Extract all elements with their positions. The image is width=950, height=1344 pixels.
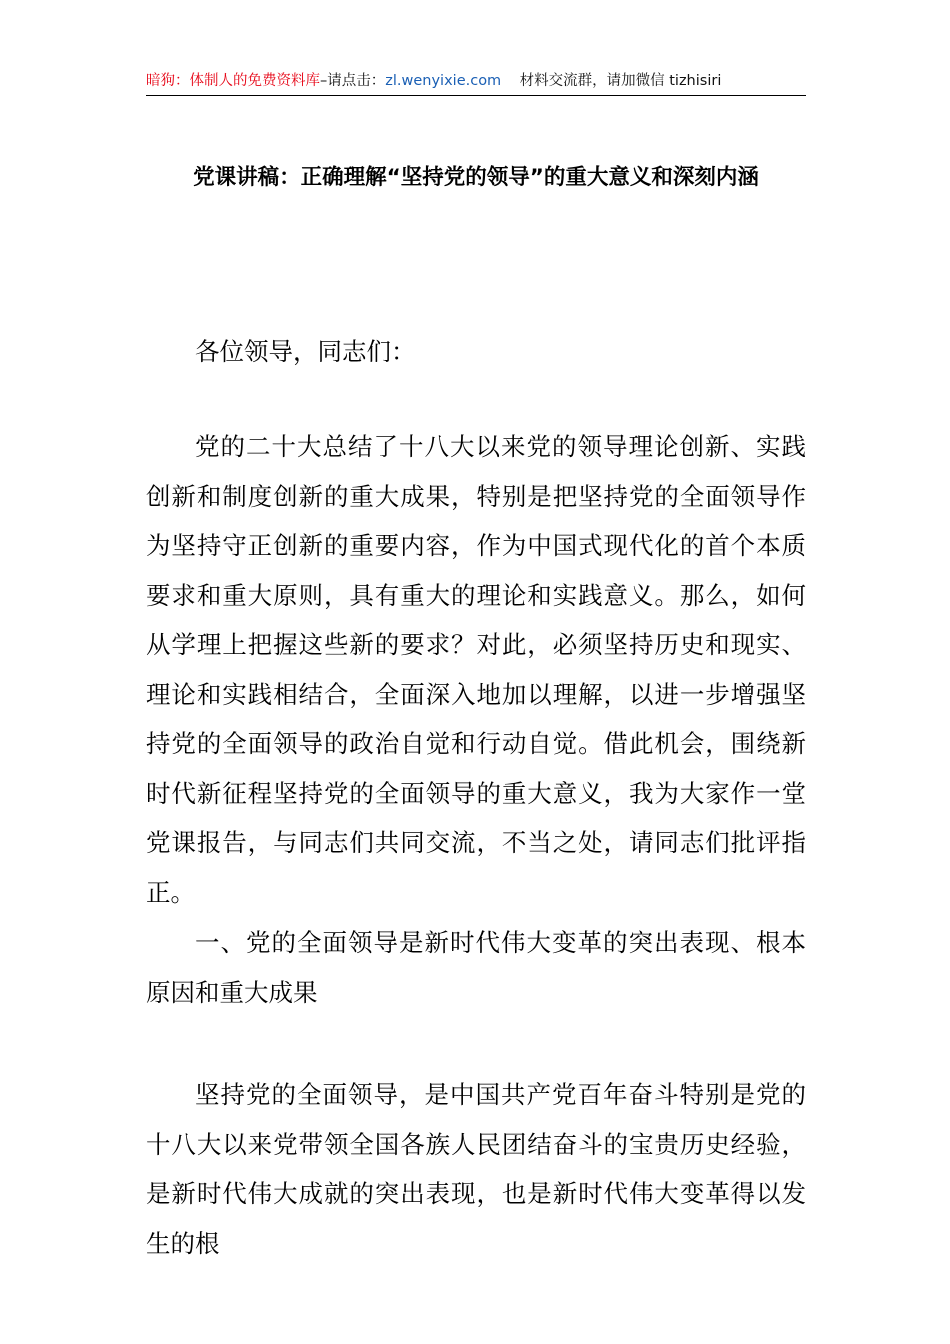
- header-brand: 暗狗：体制人的免费资料库: [146, 73, 320, 89]
- section-heading-1: 一、党的全面领导是新时代伟大变革的突出表现、根本原因和重大成果: [146, 928, 806, 1007]
- section-1-paragraph: 坚持党的全面领导，是中国共产党百年奋斗特别是党的十八大以来党带领全国各族人民团结奋斗的宝贵历史经验，是新时代伟大成就的突出表现，也是新时代伟大变革得以发生的根: [146, 1080, 806, 1258]
- header-group-note: 材料交流群，请加微信 tizhisiri: [519, 73, 722, 89]
- header-divider: [146, 95, 806, 96]
- header-spacer: [501, 73, 519, 89]
- intro-paragraph: 党的二十大总结了十八大以来党的领导理论创新、实践创新和制度创新的重大成果，特别是把坚持党的全面领导作为坚持守正创新的重要内容，作为中国式现代化的首个本质要求和重大原则，具有重大的理论和实践意义。那么，如何从学理上把握这些新的要求？对此，必须坚持历史和现实、理论和实践相结合，全面深入地加以理解，以进一步增强坚持党的全面领导的政治自觉和行动自觉。借此机会，围绕新时代新征程坚持党的全面领导的重大意义，我为大家作一堂党课报告，与同志们共同交流，不当之处，请同志们批评指正。: [146, 432, 806, 907]
- header-prompt: –请点击：: [320, 73, 386, 89]
- greeting: 各位领导，同志们：: [195, 337, 416, 366]
- header-url-link[interactable]: zl.wenyixie.com: [385, 73, 502, 89]
- page-header: [146, 70, 806, 92]
- document-title: 党课讲稿：正确理解“坚持党的领导”的重大意义和深刻内涵: [193, 165, 759, 190]
